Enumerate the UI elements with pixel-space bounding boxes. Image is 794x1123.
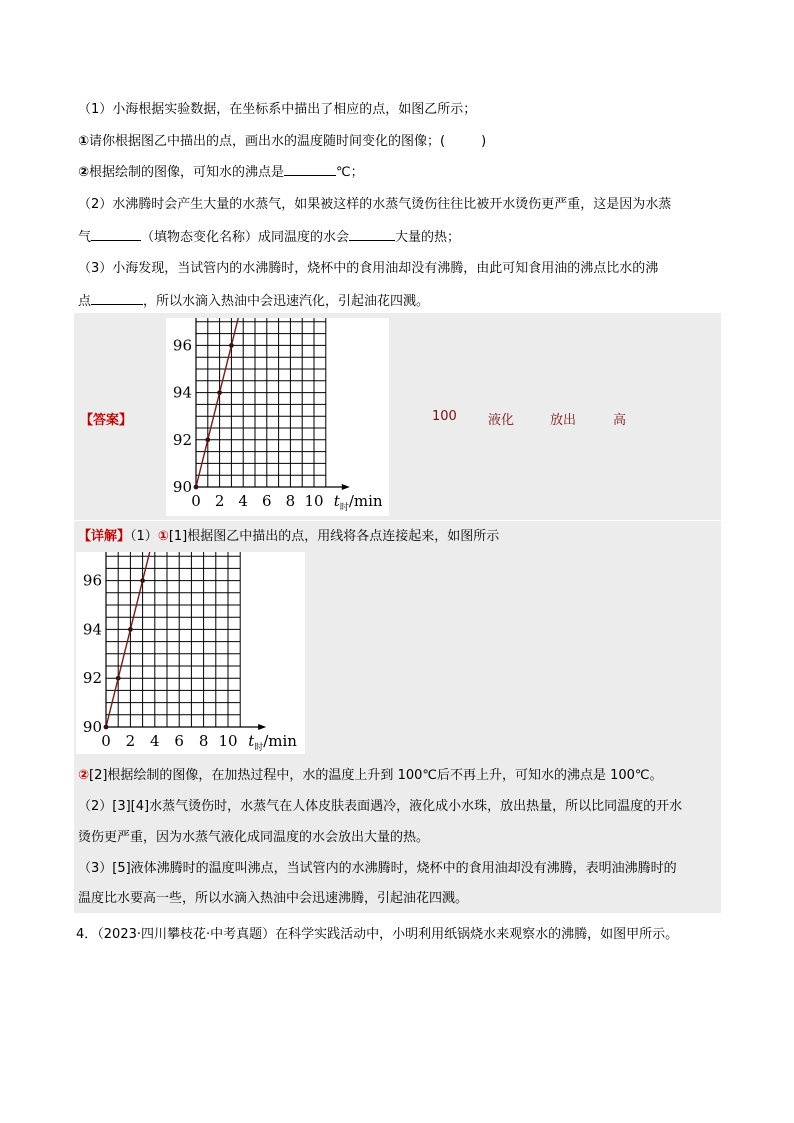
question-part-2-line-1	[78, 196, 671, 214]
detail-circled-1-marker: ①	[157, 529, 169, 544]
question-part-1-1-close: )	[481, 134, 487, 149]
data-point	[104, 725, 109, 730]
detail-line-3	[78, 798, 682, 816]
detail-line-1-a: （1）	[130, 529, 158, 544]
question-part-3-line-2-b: ，所以水滴入热油中会迅速汽化，引起油花四溅。	[143, 294, 430, 309]
y-tick-label: 96	[172, 336, 192, 355]
detail-chart	[76, 552, 305, 754]
question-part-1	[78, 101, 476, 119]
question-part-2-line-2-c: 大量的热；	[395, 230, 461, 245]
x-axis-label: $t_时/\min$	[333, 492, 383, 513]
x-tick-label: 4	[238, 492, 248, 510]
circled-2-marker: ②	[78, 165, 90, 180]
detail-label: 【详解】	[78, 529, 131, 544]
y-tick-label: 92	[82, 669, 102, 688]
question-part-3-line-2-a: 点	[78, 294, 92, 309]
detail-line-3-text: （2）[3][4]水蒸气烫伤时，水蒸气在人体皮肤表面遇冷，液化成小水珠，放出热量，所以比同温度的开水	[78, 799, 683, 814]
oil-boiling-point-blank[interactable]	[91, 292, 143, 305]
x-axis-label: $t_时/\min$	[248, 732, 297, 753]
x-tick-label: 0	[101, 732, 111, 750]
detail-line-2-text: [2]根据绘制的图像，在加热过程中，水的温度上升到 100℃后不再上升，可知水的沸点是 100℃。	[89, 768, 663, 783]
x-tick-label: 8	[285, 492, 296, 510]
answer-value-1: 100	[432, 409, 457, 424]
data-point	[140, 578, 145, 583]
phase-change-blank[interactable]	[91, 228, 141, 241]
question-part-2-line-2-a: 气	[78, 230, 92, 245]
answer-label: 【答案】	[80, 413, 133, 428]
detail-circled-2-marker: ②	[78, 768, 90, 783]
question-part-1-2-post: ℃；	[336, 165, 364, 180]
y-tick-label: 92	[172, 430, 192, 449]
question-part-3-line-2	[78, 292, 429, 311]
x-tick-label: 10	[304, 492, 324, 510]
detail-line-1-b: [1]根据图乙中描出的点，用线将各点连接起来，如图所示	[168, 529, 500, 544]
detail-line-2	[78, 767, 663, 785]
detail-line-6-text: 温度比水要高一些，所以水滴入热油中会迅速沸腾，引起油花四溅。	[78, 891, 469, 906]
next-question	[76, 926, 678, 944]
x-tick-label: 2	[214, 492, 225, 510]
answer-chart	[166, 318, 389, 516]
y-tick-label: 90	[172, 478, 192, 496]
x-tick-label: 0	[191, 492, 201, 510]
detail-line-4-text: 烫伤更严重，因为水蒸气液化成同温度的水会放出大量的热。	[78, 830, 430, 845]
x-axis-arrow	[342, 484, 350, 490]
temperature-time-chart-answer	[166, 318, 389, 516]
question-part-1-1	[78, 133, 486, 151]
data-point	[205, 437, 210, 442]
y-tick-label: 96	[82, 571, 102, 590]
question-part-2-line-2	[78, 228, 460, 247]
detail-line-5-text: （3）[5]液体沸腾时的温度叫沸点，当试管内的水沸腾时，烧杯中的食用油却没有沸腾，表明油沸腾时的	[78, 861, 677, 876]
detail-line-1	[78, 528, 499, 546]
detail-line-6	[78, 890, 468, 908]
question-part-1-1-text: 请你根据图乙中描出的点，画出水的温度随时间变化的图像；(	[89, 134, 446, 149]
detail-line-4	[78, 829, 429, 847]
detail-line-5	[78, 860, 677, 878]
data-point	[194, 485, 199, 490]
temperature-time-chart-detail	[76, 552, 305, 754]
x-axis-arrow	[258, 724, 266, 730]
x-tick-label: 8	[198, 732, 209, 750]
question-part-1-text: （1）小海根据实验数据，在坐标系中描出了相应的点，如图乙所示；	[78, 102, 477, 117]
question-part-3-line-1-text: （3）小海发现，当试管内的水沸腾时，烧杯中的食用油却没有沸腾，由此可知食用油的沸点比水的沸	[78, 261, 659, 276]
y-tick-label: 90	[82, 718, 102, 736]
answer-value-2: 液化	[488, 413, 515, 428]
answer-value-3: 放出	[550, 413, 577, 428]
boiling-point-blank[interactable]	[284, 163, 336, 176]
y-tick-label: 94	[172, 383, 192, 402]
question-part-1-2	[78, 163, 364, 182]
heat-blank[interactable]	[349, 228, 395, 241]
question-part-3-line-1	[78, 260, 658, 278]
x-tick-label: 10	[218, 732, 238, 750]
question-part-2-line-2-b: （填物态变化名称）成同温度的水会	[141, 230, 350, 245]
x-tick-label: 2	[125, 732, 136, 750]
x-tick-label: 6	[174, 732, 184, 750]
question-part-1-2-pre: 根据绘制的图像，可知水的沸点是	[89, 165, 285, 180]
x-tick-label: 4	[150, 732, 160, 750]
x-tick-label: 6	[262, 492, 272, 510]
data-point	[217, 390, 222, 395]
data-point	[128, 627, 133, 632]
y-tick-label: 94	[82, 620, 102, 639]
question-part-2-line-1-text: （2）水沸腾时会产生大量的水蒸气，如果被这样的水蒸气烫伤往往比被开水烫伤更严重，这是因为水蒸	[78, 197, 672, 212]
answer-value-4: 高	[613, 413, 627, 428]
data-point	[116, 676, 121, 681]
circled-1-marker: ①	[78, 134, 90, 149]
data-point	[229, 343, 234, 348]
next-question-text: 4．（2023·四川攀枝花·中考真题）在科学实践活动中，小明利用纸锅烧水来观察水的沸腾，如图甲所示。	[76, 927, 679, 942]
